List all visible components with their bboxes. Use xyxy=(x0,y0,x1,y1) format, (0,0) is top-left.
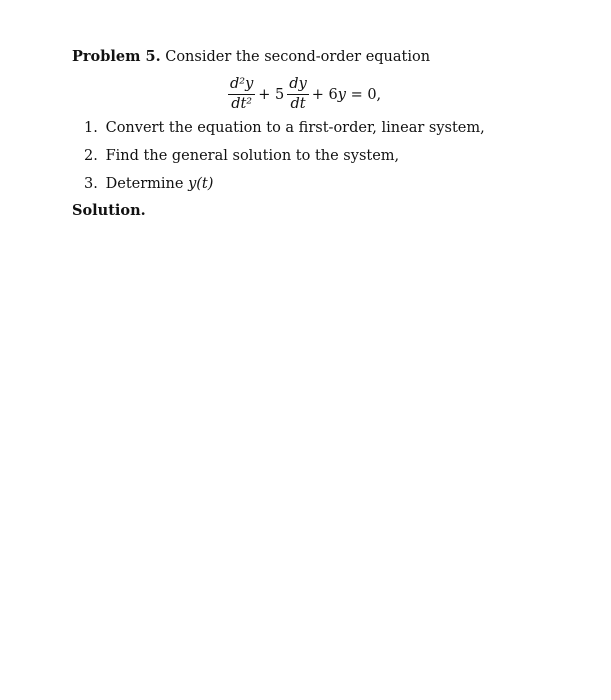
problem-statement xyxy=(72,47,430,67)
equation-rest xyxy=(309,87,384,103)
fraction-denominator: dt xyxy=(290,96,306,112)
fraction-denominator: dt² xyxy=(231,96,253,112)
item-number: 1. xyxy=(84,120,98,136)
list-item xyxy=(84,146,485,174)
list-item xyxy=(84,118,485,146)
task-list xyxy=(84,118,485,202)
item-text: Find the general solution to the system, xyxy=(105,148,400,164)
fraction-numerator: dy xyxy=(289,76,307,92)
equals-zero: = 0, xyxy=(350,86,382,103)
plus-coefficient: + 5 xyxy=(258,86,285,103)
list-item xyxy=(84,174,485,202)
differential-equation xyxy=(228,76,384,116)
item-number: 3. xyxy=(84,176,98,192)
item-text: Convert the equation to a first-order, linear system, xyxy=(105,120,485,136)
fraction-bar xyxy=(287,94,308,95)
second-derivative-fraction xyxy=(228,76,255,113)
item-math: y(t) xyxy=(188,176,214,192)
problem-intro: Consider the second-order equation xyxy=(165,49,431,65)
item-number: 2. xyxy=(84,148,98,164)
item-text: Determine xyxy=(105,176,184,192)
plus-six: + 6 xyxy=(311,86,338,103)
first-derivative-fraction xyxy=(287,76,308,113)
fraction-numerator: d²y xyxy=(230,76,254,92)
variable-y: y xyxy=(337,86,346,103)
solution-heading: Solution. xyxy=(72,202,146,219)
problem-label: Problem 5. xyxy=(72,48,161,65)
fraction-bar xyxy=(228,94,255,95)
